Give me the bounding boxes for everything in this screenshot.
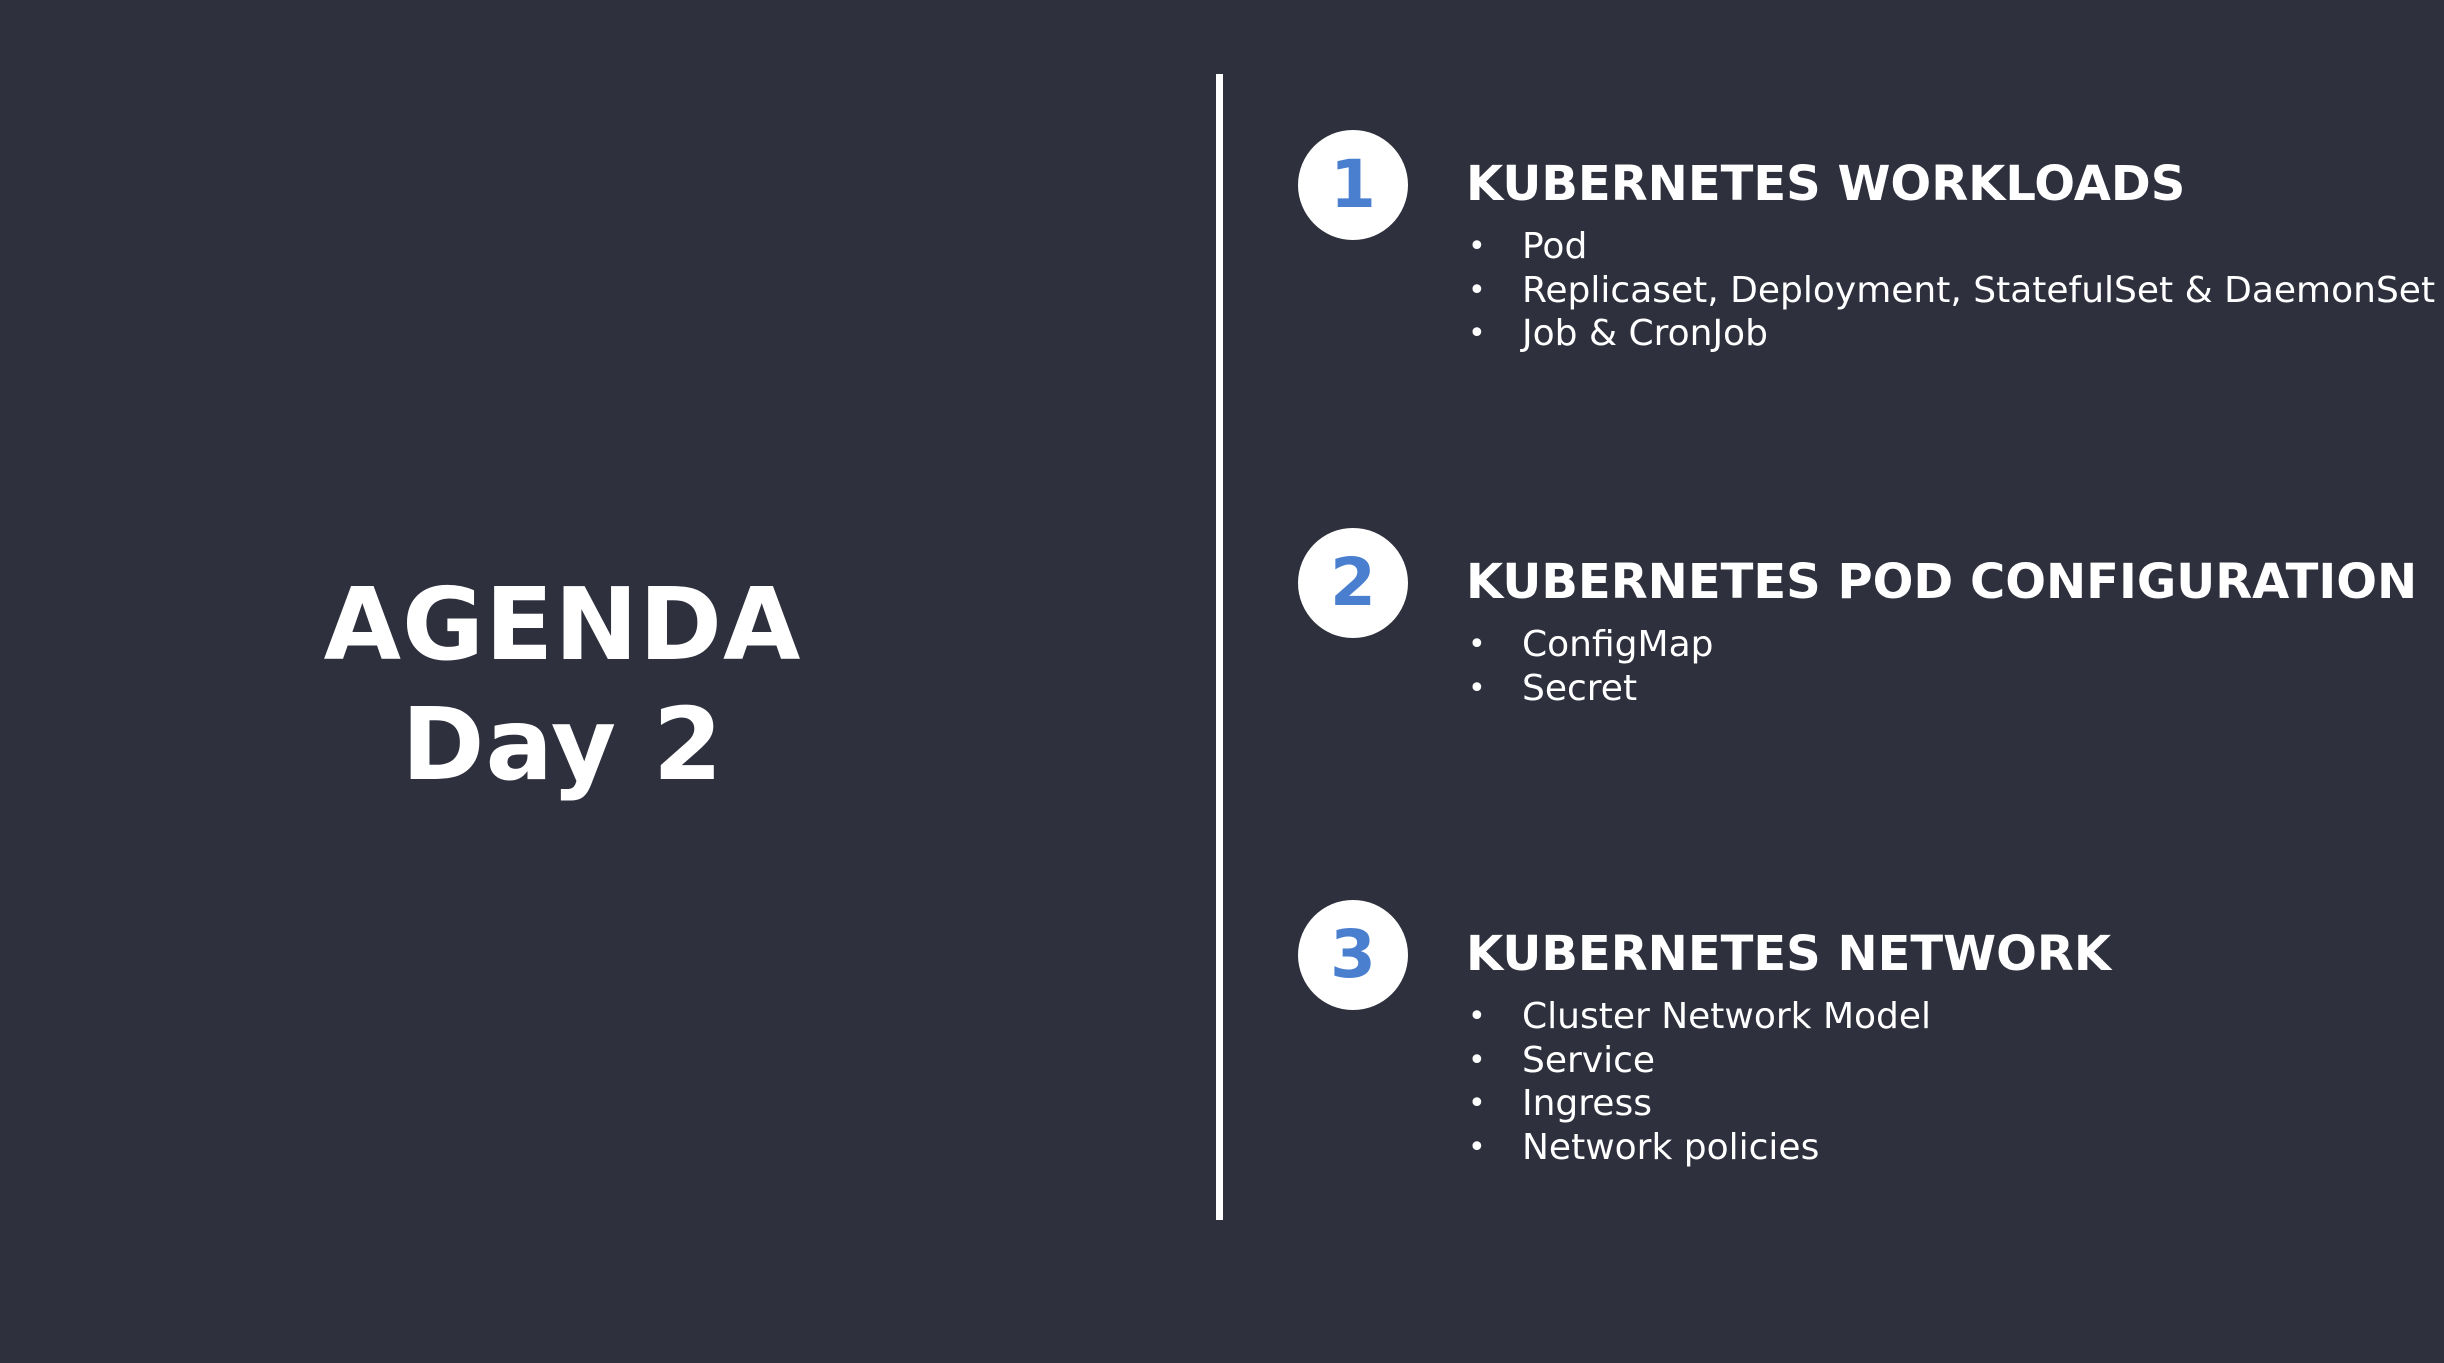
vertical-divider [1216, 74, 1223, 1220]
section-heading: KUBERNETES POD CONFIGURATION [1466, 554, 2418, 610]
bullet-icon: • [1468, 670, 1486, 706]
list-item [1466, 667, 1713, 711]
bullet-icon: • [1468, 229, 1486, 264]
list-item [1466, 312, 2435, 356]
section-heading: KUBERNETES NETWORK [1466, 926, 2112, 982]
section-number-badge: 1 [1298, 130, 1408, 240]
section-bullet-list [1466, 225, 2435, 356]
slide-title [0, 565, 1125, 805]
list-item-text: Ingress [1522, 1083, 1652, 1124]
bullet-icon: • [1468, 999, 1486, 1034]
bullet-icon: • [1468, 1129, 1486, 1165]
list-item [1466, 623, 1713, 667]
list-item [1466, 1126, 1931, 1170]
section-bullet-list [1466, 623, 1713, 710]
list-item-text: Cluster Network Model [1522, 996, 1932, 1037]
section-number-badge: 2 [1298, 528, 1408, 638]
list-item-text: ConfigMap [1522, 624, 1714, 665]
section-bullet-list [1466, 995, 1931, 1169]
list-item-text: Pod [1522, 226, 1588, 267]
list-item-text: Network policies [1522, 1126, 1820, 1168]
list-item [1466, 995, 1931, 1039]
section-number-badge: 3 [1298, 900, 1408, 1010]
bullet-icon: • [1468, 1042, 1486, 1078]
list-item [1466, 269, 2435, 313]
list-item-text: Service [1522, 1039, 1656, 1081]
bullet-icon: • [1468, 627, 1486, 662]
list-item [1466, 225, 2435, 269]
list-item [1466, 1082, 1931, 1126]
list-item-text: Secret [1522, 667, 1638, 709]
bullet-icon: • [1468, 1086, 1486, 1121]
list-item-text: Replicaset, Deployment, StatefulSet & DaemonSet [1522, 269, 2436, 311]
bullet-icon: • [1468, 272, 1486, 308]
title-agenda: AGENDA [323, 566, 802, 683]
list-item-text: Job & CronJob [1522, 313, 1768, 354]
title-day: Day 2 [401, 686, 724, 803]
section-heading: KUBERNETES WORKLOADS [1466, 156, 2186, 212]
list-item [1466, 1039, 1931, 1083]
bullet-icon: • [1468, 316, 1486, 351]
